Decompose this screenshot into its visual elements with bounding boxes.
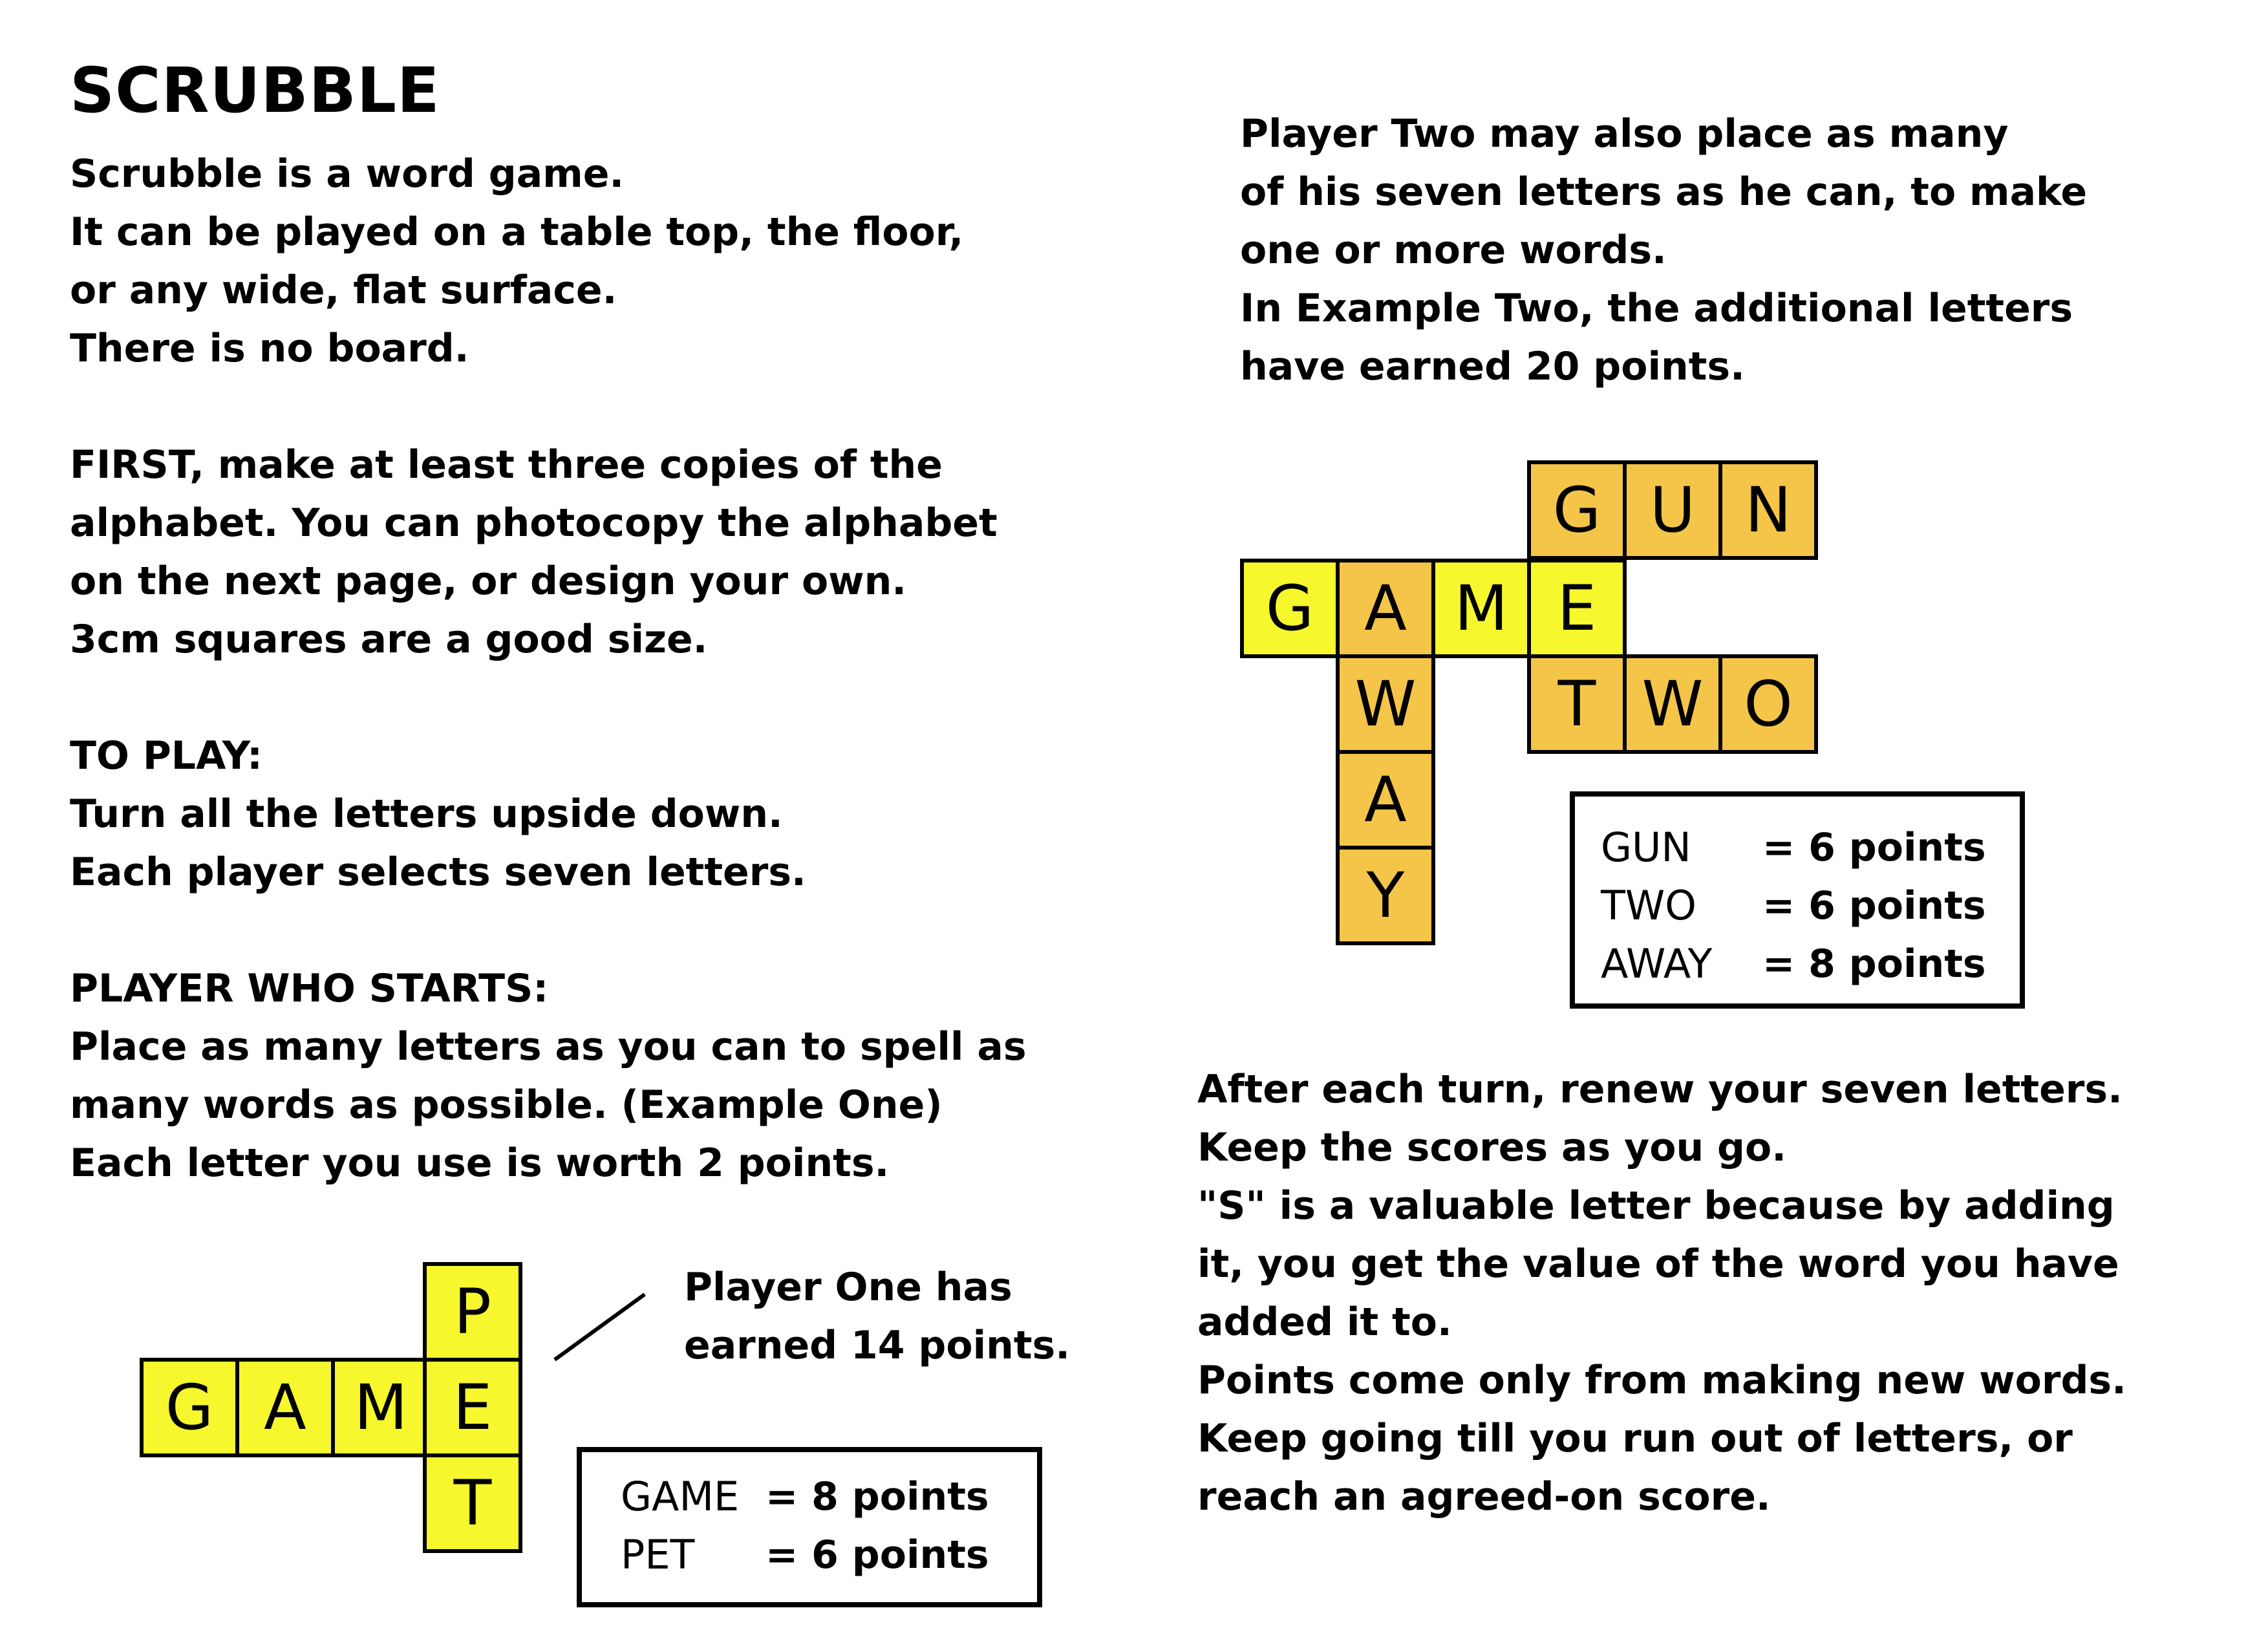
letter-tile: A: [1336, 750, 1435, 850]
text-line: Each letter you use is worth 2 points.: [70, 1141, 890, 1186]
letter-tile: Y: [1336, 846, 1435, 945]
text-line: many words as possible. (Example One): [70, 1082, 943, 1128]
score-value: = 6 points: [1762, 883, 1986, 928]
text-line: Turn all the letters upside down.: [70, 791, 783, 837]
score-row: [621, 1468, 1022, 1526]
score-word: AWAY: [1601, 940, 1713, 987]
text-line: Points come only from making new words.: [1197, 1358, 2126, 1403]
letter-tile: W: [1336, 654, 1435, 754]
score-word: TWO: [1601, 882, 1696, 929]
letter-tile: P: [423, 1262, 522, 1362]
text-line: Place as many letters as you can to spell as: [70, 1024, 1027, 1069]
text-line: or any wide, flat surface.: [70, 268, 617, 313]
letter-tile: N: [1718, 460, 1818, 560]
letter-tile: G: [1240, 559, 1340, 658]
example-one-score-box: [577, 1447, 1042, 1607]
example-two-score-box: [1570, 791, 2025, 1009]
page-title: SCRUBBLE: [70, 54, 440, 127]
letter-tile: G: [140, 1358, 239, 1457]
letter-tile: O: [1718, 654, 1818, 754]
pointer-line: [553, 1292, 646, 1361]
text-line: In Example Two, the additional letters: [1240, 286, 2073, 331]
text-line: 3cm squares are a good size.: [70, 617, 708, 662]
player-two-paragraph: [1240, 105, 2087, 396]
text-line: Each player selects seven letters.: [70, 850, 806, 895]
text-line: have earned 20 points.: [1240, 344, 1745, 389]
text-line: Keep the scores as you go.: [1197, 1125, 1787, 1170]
text-line: Player One has: [684, 1265, 1012, 1310]
score-value: = 8 points: [1762, 941, 1986, 987]
text-line: on the next page, or design your own.: [70, 559, 907, 604]
text-line: Player Two may also place as many: [1240, 111, 2009, 156]
text-line: FIRST, make at least three copies of the: [70, 442, 943, 488]
text-line: Keep going till you run out of letters, or: [1197, 1416, 2073, 1461]
to-play-paragraph: [70, 727, 806, 901]
letter-tile: U: [1623, 460, 1722, 560]
text-line: one or more words.: [1240, 228, 1667, 273]
text-line: of his seven letters as he can, to make: [1240, 169, 2088, 215]
text-line: added it to.: [1197, 1300, 1452, 1345]
section-heading: PLAYER WHO STARTS:: [70, 966, 549, 1011]
letter-tile: A: [235, 1358, 335, 1457]
starts-paragraph: [70, 959, 1027, 1192]
score-row: [1601, 935, 2002, 993]
text-line: After each turn, renew your seven letters.: [1197, 1067, 2123, 1112]
letter-tile: E: [1527, 559, 1627, 658]
score-row: [1601, 877, 2002, 935]
score-value: = 8 points: [765, 1474, 989, 1519]
letter-tile: G: [1527, 460, 1627, 560]
text-line: it, you get the value of the word you have: [1197, 1241, 2119, 1287]
text-line: "S" is a valuable letter because by adding: [1197, 1183, 2115, 1228]
text-line: Scrubble is a word game.: [70, 151, 625, 197]
score-value: = 6 points: [765, 1532, 989, 1578]
after-paragraph: [1197, 1060, 2126, 1526]
text-line: earned 14 points.: [684, 1323, 1071, 1368]
score-word: PET: [621, 1531, 695, 1578]
letter-tile: T: [1527, 654, 1627, 754]
letter-tile: T: [423, 1453, 522, 1553]
intro-paragraph: [70, 145, 963, 378]
letter-tile: M: [1431, 559, 1531, 658]
text-line: There is no board.: [70, 326, 469, 371]
score-word: GUN: [1601, 824, 1691, 871]
score-row: [621, 1526, 1022, 1584]
letter-tile: M: [331, 1358, 431, 1457]
letter-tile: A: [1336, 559, 1435, 658]
example-one-caption: [684, 1258, 1070, 1375]
text-line: reach an agreed-on score.: [1197, 1474, 1771, 1519]
letter-tile: E: [423, 1358, 522, 1457]
letter-tile: W: [1623, 654, 1722, 754]
score-row: [1601, 819, 2002, 877]
score-value: = 6 points: [1762, 825, 1986, 870]
text-line: It can be played on a table top, the floor,: [70, 209, 964, 255]
first-paragraph: [70, 436, 998, 669]
section-heading: TO PLAY:: [70, 733, 262, 778]
score-word: GAME: [621, 1473, 740, 1520]
text-line: alphabet. You can photocopy the alphabet: [70, 500, 998, 546]
